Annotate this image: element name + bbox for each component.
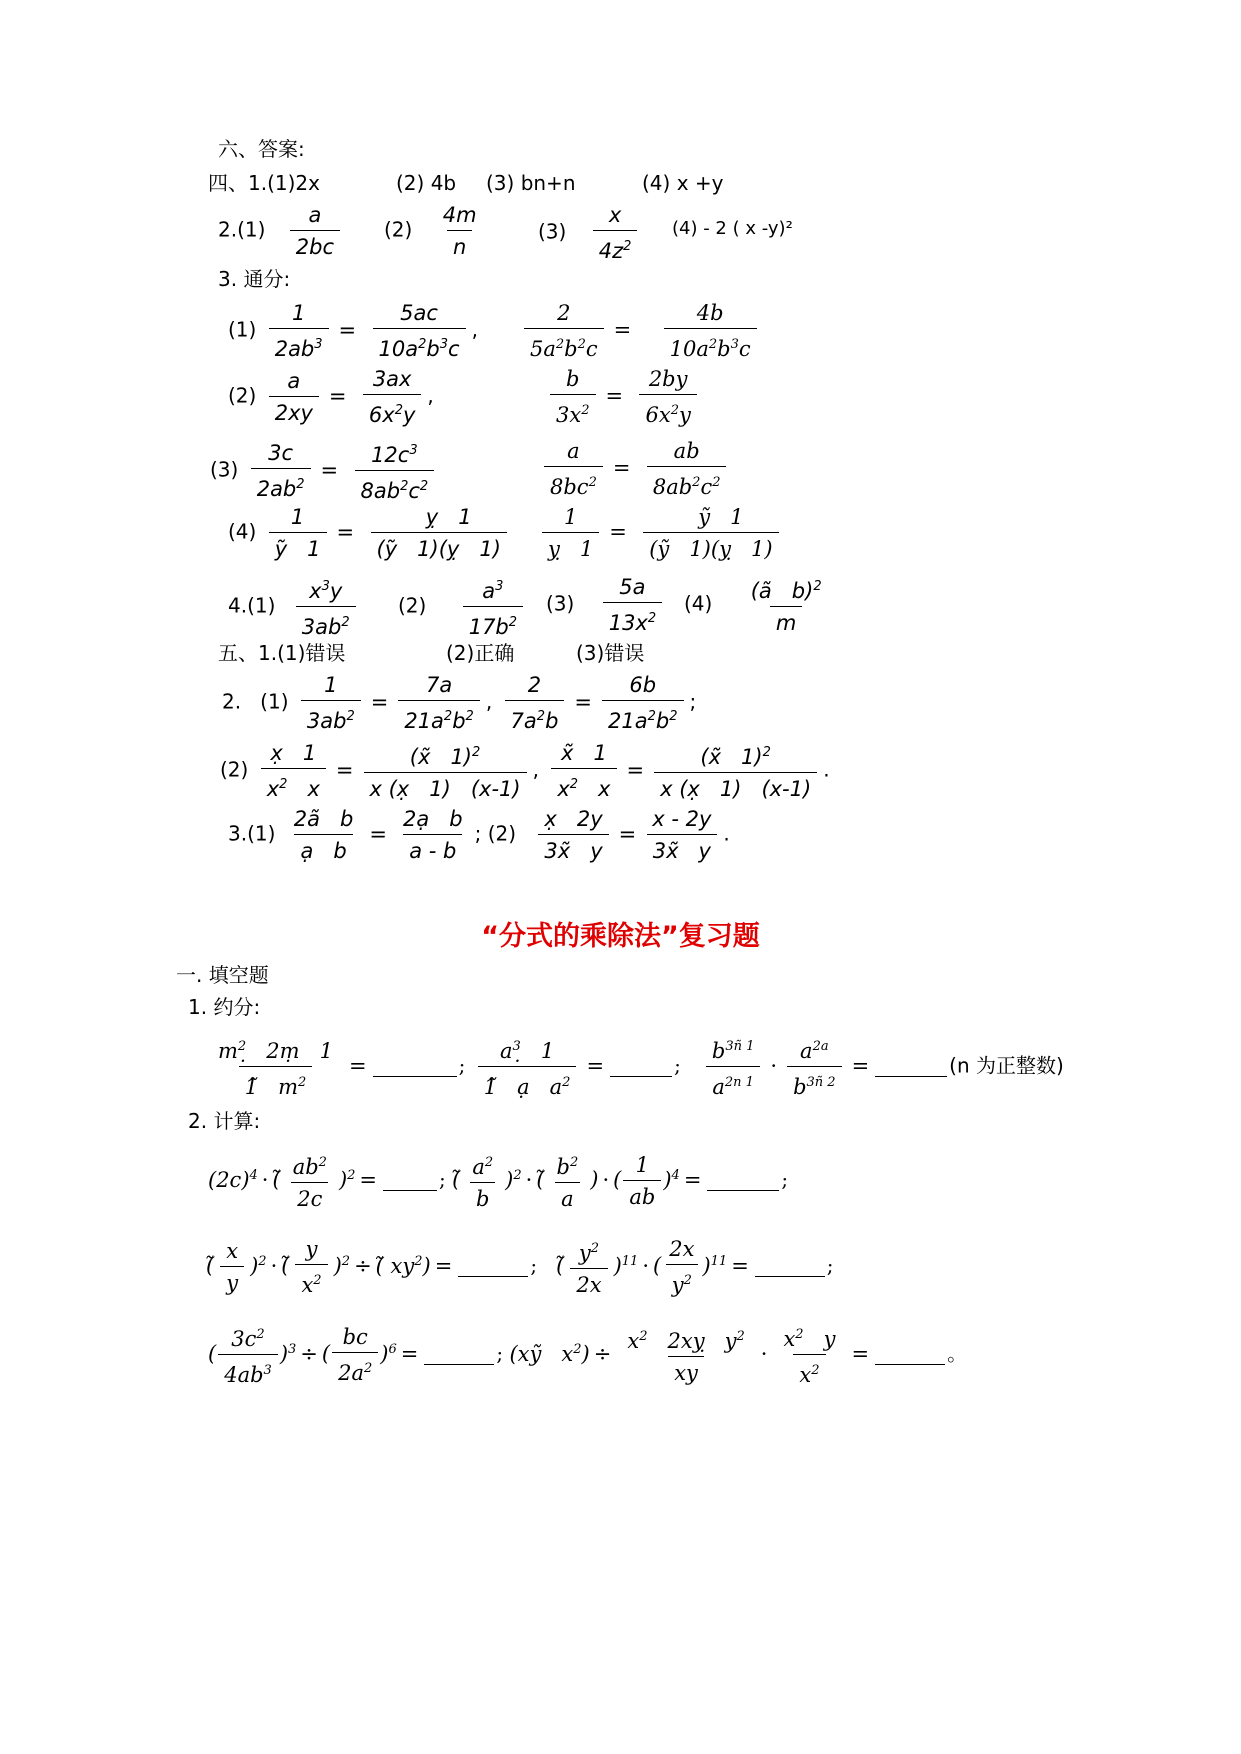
answer-s4-q2-p2 <box>384 202 489 260</box>
label: 4.(1) <box>228 593 276 618</box>
answers-heading: 六、答案: <box>218 137 305 161</box>
answer-blank[interactable] <box>610 1058 672 1077</box>
label: (3) <box>210 457 239 482</box>
fraction: $\frac{1}{2ab^3}$ <box>269 300 329 362</box>
fraction: $\frac{a^3̣ 1}{1̃ ạ a^2}$ <box>478 1034 577 1100</box>
answer-blank[interactable] <box>458 1258 528 1277</box>
note: (n 为正整数) <box>949 1053 1064 1078</box>
part-label: (2) <box>220 757 249 782</box>
fraction: $\frac{ỵ 1}{(ỹ 1)(ỵ 1)}$ <box>371 504 507 562</box>
label: 2.(1) <box>218 217 266 242</box>
fraction: $\frac{(ã b)^2}{m}$ <box>750 579 822 635</box>
review-q2-row1: $(2c)^4$ · (̃ $\frac{ab^2}{2c}$ )$^2$ = ; (̃ $\frac{a^2}{b}$ )$^2$ · (̃ $\frac{b^2}{a}$ ) · ( $\frac{1}{ab}$ )$^4$ = ; <box>208 1150 788 1212</box>
fraction: $\frac{x - 2y}{3x̃ y}$ <box>646 806 717 864</box>
answer-blank[interactable] <box>383 1172 437 1191</box>
answer-s5-q2-r2: (2) $\frac{x̣ 1}{x^2 x}$ = $\frac{(x̃ 1)^2}{x (x̣ 1) (x-1)}$ , $\frac{x̃ 1}{x^2 x}$ = $\frac{(x̃ 1)^2}{x (x̣ 1) (x-1)}$ . <box>220 741 830 801</box>
fraction: $\frac{a}{2bc}$ <box>290 202 340 260</box>
answer-s4-q3-r4b: $\frac{1}{ỵ 1}$ = $\frac{ỹ 1}{(ỹ 1)(ỵ 1)}$ <box>536 504 785 562</box>
fraction: $\frac{1}{3ab^2}$ <box>301 672 361 734</box>
answer-s5-q2-r1: 2. (1) $\frac{1}{3ab^2}$ = $\frac{7a}{21a^2b^2}$ , $\frac{2}{7a^2b}$ = $\frac{6b}{21a^2b^2}$ ; <box>222 673 697 733</box>
fraction: $\frac{2}{7a^2b}$ <box>505 672 565 734</box>
answer-s4-q3-label: 3. 通分: <box>218 267 291 291</box>
answer-blank[interactable] <box>875 1346 945 1365</box>
label: (1) <box>228 317 257 342</box>
review-q2-label: 2. 计算: <box>188 1109 261 1133</box>
label: (3) <box>546 591 575 616</box>
answer-s4-q4-p2 <box>398 574 529 640</box>
fraction: $\frac{6b}{21a^2b^2}$ <box>602 672 684 734</box>
label: (2) <box>398 593 427 618</box>
fraction: $\frac{3c^2}{4ab^3}$ <box>218 1322 278 1388</box>
fraction: $\frac{b^{3ñ 1}}{a^{2n 1}}$ <box>706 1034 761 1100</box>
answer-blank[interactable] <box>707 1172 779 1191</box>
review-q2-row3: ( $\frac{3c^2}{4ab^3}$ )$^3$ ÷ ( $\frac{bc}{2a^2}$ )$^6$ = ; (xỹ $x^2$) ÷ $\frac{x^2 2xỵ y^2}{xy}$ · $\frac{x^2 y}{x^2}$ = 。 <box>208 1322 967 1388</box>
answer-s5-q1-p3: (3)错误 <box>576 641 645 665</box>
fraction: $\frac{b}{3x^2}$ <box>550 366 596 428</box>
answer-s4-q3-r1b: $\frac{2}{5a^2b^2c}$ = $\frac{4b}{10a^2b^3c}$ <box>518 300 763 362</box>
review-section: 一. 填空题 <box>176 963 269 987</box>
answer-s4-q4 <box>228 574 362 640</box>
fraction: $\frac{x̣ 2y}{3x̃ y}$ <box>538 806 608 864</box>
answer-s4-q3-r3b: $\frac{a}{8bc^2}$ = $\frac{ab}{8ab^2c^2}$ <box>538 438 732 500</box>
fraction: $\frac{b^2}{a}$ <box>556 1155 579 1211</box>
fraction: $\frac{a^3}{17b^2}$ <box>463 574 523 640</box>
answer-s5-q1-p2: (2)正确 <box>446 641 515 665</box>
fraction: $\frac{3c}{2ab^2}$ <box>251 440 311 502</box>
answer-blank[interactable] <box>424 1346 494 1365</box>
label: 五、1. <box>218 641 278 665</box>
fraction: $\frac{a^{2a}}{b^{3ñ 2}}$ <box>787 1034 842 1100</box>
label: (3) <box>538 219 567 244</box>
fraction: $\frac{4m}{n}$ <box>442 203 477 259</box>
answer-blank[interactable] <box>875 1058 947 1077</box>
fraction: $\frac{1}{ab}$ <box>623 1152 661 1210</box>
fraction: $\frac{3ax}{6x^2y}$ <box>363 366 422 428</box>
fraction: $\frac{12c^3}{8ab^2c^2}$ <box>355 438 435 504</box>
part-label: (2) <box>487 821 517 846</box>
label: 2. <box>222 689 242 714</box>
fraction: $\frac{x̃ 1}{x^2 x}$ <box>551 740 616 802</box>
part-label: (1) <box>260 689 289 714</box>
fraction: $\frac{x^2 y}{x^2}$ <box>783 1327 836 1387</box>
label: (4) <box>684 591 713 616</box>
answer-s4-q1-p4: (4) x +y <box>642 171 724 195</box>
answer-s4-q2-p3 <box>538 202 643 264</box>
label: (4) <box>228 519 257 544</box>
part-1: (1)2x <box>267 171 320 195</box>
fraction: $\frac{ỹ 1}{(ỹ 1)(ỵ 1)}$ <box>643 504 778 562</box>
fraction: $\frac{a}{2xy}$ <box>269 368 319 426</box>
fraction: $\frac{2ạ b}{a - b}$ <box>402 807 463 863</box>
fraction: $\frac{2by}{6x^2y}$ <box>639 366 696 428</box>
review-q2-row2: (̃ $\frac{x}{y}$ )$^2$ · (̃ $\frac{y}{x^2}$ )$^2$ ÷ (̃ $xy^2$) = ; (̃ $\frac{y^2}{2x}$ )$^{11}$ · ( $\frac{2x}{y^2}$ )$^{11}$ = ; <box>206 1237 834 1297</box>
answer-s4-q3-r4: (4) $\frac{1}{ỹ 1}$ = $\frac{ỵ 1}{(ỹ 1)(ỵ 1)}$ <box>228 504 513 562</box>
fraction: $\frac{x^3y}{3ab^2}$ <box>296 574 356 640</box>
answer-s4-q1 <box>208 170 320 196</box>
fraction: $\frac{ab^2}{2c}$ <box>292 1155 327 1211</box>
answer-blank[interactable] <box>755 1258 825 1277</box>
fraction: $\frac{4b}{10a^2b^3c}$ <box>664 300 757 362</box>
answer-s4-q3-r2b: $\frac{b}{3x^2}$ = $\frac{2by}{6x^2y}$ <box>544 366 703 428</box>
part-1: (1)错误 <box>277 641 346 665</box>
fraction: $\frac{bc}{2a^2}$ <box>332 1324 378 1386</box>
fraction: $\frac{2x}{y^2}$ <box>663 1236 700 1298</box>
fraction: $\frac{ab}{8ab^2c^2}$ <box>647 438 727 500</box>
answer-s4-q1-p2: (2) 4b <box>396 171 457 195</box>
answer-s4-q3-r3: (3) $\frac{3c}{2ab^2}$ = $\frac{12c^3}{8ab^2c^2}$ <box>210 438 440 504</box>
answer-s4-q2 <box>218 202 346 260</box>
answer-s4-q1-p3: (3) bn+n <box>486 171 576 195</box>
label: 3.(1) <box>228 821 276 846</box>
fraction: $\frac{x^2 2xỵ y^2}{xy}$ <box>627 1329 745 1385</box>
review-q1-row: $\frac{m^2̣ 2ṃ 1}{1̃ m^2}$ = ; $\frac{a^3̣ 1}{1̃ ạ a^2}$ = ; $\frac{b^{3ñ 1}}{a^{2n 1}}$ · $\frac{a^{2a}}{b^{3ñ 2}}$ = (n 为正整数) <box>206 1034 1064 1100</box>
label: (2) <box>228 383 257 408</box>
answer-s5-q1 <box>218 640 345 666</box>
fraction: $\frac{1}{ỵ 1}$ <box>542 504 599 562</box>
fraction: $\frac{y^2}{2x}$ <box>570 1236 607 1298</box>
label: 四、1. <box>208 171 268 195</box>
review-title: “分式的乘除法”复习题 <box>481 921 760 952</box>
review-q1-label: 1. 约分: <box>188 995 261 1019</box>
fraction: $\frac{x}{4z^2}$ <box>593 202 638 264</box>
answer-s4-q4-p3 <box>546 574 668 636</box>
answer-s4-q3-r1: (1) $\frac{1}{2ab^3}$ = $\frac{5ac}{10a^2b^3c}$ , <box>228 301 478 361</box>
fraction: $\frac{7a}{21a^2b^2}$ <box>398 672 480 734</box>
answer-s4-q2-p4: (4) - 2 ( x -y)² <box>672 218 793 239</box>
answer-s4-q3-r2: (2) $\frac{a}{2xy}$ = $\frac{3ax}{6x^2y}$ , <box>228 367 434 427</box>
fraction: $\frac{a^2}{b}$ <box>466 1150 499 1212</box>
answer-s4-q4-p4 <box>684 574 834 636</box>
fraction: $\frac{(x̃ 1)^2}{x (x̣ 1) (x-1)}$ <box>364 740 527 802</box>
fraction: $\frac{a}{8bc^2}$ <box>544 438 603 500</box>
fraction: $\frac{(x̃ 1)^2}{x (x̣ 1) (x-1)}$ <box>654 740 817 802</box>
fraction: $\frac{1}{ỹ 1}$ <box>269 504 327 562</box>
fraction: $\frac{2ã b}{ạ b}$ <box>293 807 354 863</box>
fraction: $\frac{5a}{13x^2}$ <box>603 574 662 636</box>
fraction: $\frac{x̣ 1}{x^2 x}$ <box>261 740 326 802</box>
label: (2) <box>384 217 413 242</box>
fraction: $\frac{2}{5a^2b^2c}$ <box>524 300 604 362</box>
answer-blank[interactable] <box>373 1058 457 1077</box>
answer-s5-q3: 3.(1) $\frac{2ã b}{ạ b}$ = $\frac{2ạ b}{a - b}$ ; (2) $\frac{x̣ 2y}{3x̃ y}$ = $\frac{x - 2y}{3x̃ y}$ . <box>228 807 730 863</box>
fraction: $\frac{x}{y}$ <box>220 1238 244 1296</box>
fraction: $\frac{y}{x^2}$ <box>295 1236 327 1298</box>
fraction: $\frac{5ac}{10a^2b^3c}$ <box>373 300 466 362</box>
fraction: $\frac{m^2̣ 2ṃ 1}{1̃ m^2}$ <box>218 1039 333 1099</box>
